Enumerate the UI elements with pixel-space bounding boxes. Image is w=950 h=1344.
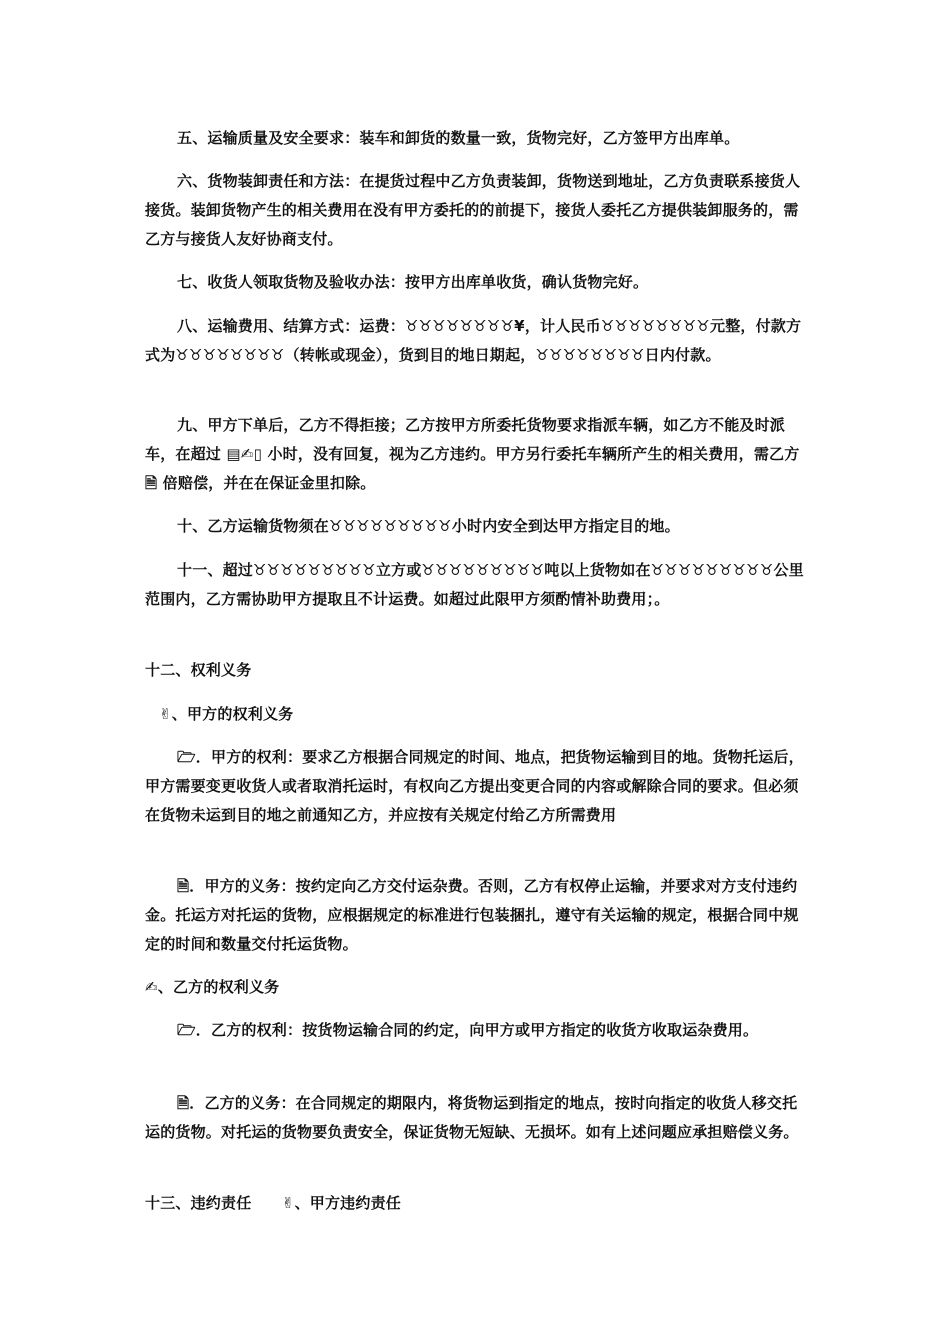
clause-9: 九、甲方下单后，乙方不得拒接；乙方按甲方所委托货物要求指派车辆，如乙方不能及时派车，在超过 ▤✍▯ 小时，没有回复，视为乙方违约。甲方另行委托车辆所产生的相关费用，需乙方 🗎 倍赔偿，并在在保证金里扣除。 bbox=[145, 416, 800, 492]
clause-12-heading: 十二、权利义务 bbox=[145, 661, 252, 679]
clause-5: 五、运输质量及安全要求：装车和卸货的数量一致，货物完好，乙方签甲方出库单。 bbox=[177, 129, 740, 147]
clause-11: 十一、超过♉♉♉♉♉♉♉♉♉立方或♉♉♉♉♉♉♉♉♉吨以上货物如在♉♉♉♉♉♉♉♉♉公里范围内，乙方需协助甲方提取且不计运费。如超过此限甲方须酌情补助费用；。 bbox=[145, 561, 804, 608]
party-b-rights: 🗁．乙方的权利：按货物运输合同的约定，向甲方或甲方指定的收货方收取运杂费用。 bbox=[177, 1021, 759, 1039]
clause-8: 八、运输费用、结算方式：运费：♉♉♉♉♉♉♉♉¥，计人民币♉♉♉♉♉♉♉♉元整，付款方式为♉♉♉♉♉♉♉♉（转帐或现金），货到目的地日期起，♉♉♉♉♉♉♉♉日内付款。 bbox=[145, 317, 802, 364]
party-b-obligations: 🗎．乙方的义务：在合同规定的期限内，将货物运到指定的地点，按时向指定的收货人移交托运的货物。对托运的货物要负责安全，保证货物无短缺、无损坏。如有上述问题应承担赔偿义务。 bbox=[145, 1094, 799, 1141]
party-a-obligations: 🗎．甲方的义务：按约定向乙方交付运杂费。否则，乙方有权停止运输，并要求对方支付违约金。托运方对托运的货物，应根据规定的标准进行包装捆扎，遵守有关运输的规定，根据合同中规定的时间和数量交付托运货物。 bbox=[145, 877, 799, 953]
party-a-rights: 🗁．甲方的权利：要求乙方根据合同规定的时间、地点，把货物运输到目的地。货物托运后，甲方需要变更收货人或者取消托运时，有权向乙方提出变更合同的内容或解除合同的要求。但必须在货物未运到目的地之前通知乙方，并应按有关规定付给乙方所需费用 bbox=[145, 748, 804, 824]
clause-10: 十、乙方运输货物须在♉♉♉♉♉♉♉♉♉小时内安全到达甲方指定目的地。 bbox=[177, 517, 680, 535]
party-a-rights-heading: ✌、甲方的权利义务 bbox=[159, 705, 294, 723]
party-b-rights-heading: ✍、乙方的权利义务 bbox=[145, 978, 280, 996]
clause-7: 七、收货人领取货物及验收办法：按甲方出库单收货，确认货物完好。 bbox=[177, 273, 649, 291]
clause-13-heading: 十三、违约责任 ✌、甲方违约责任 bbox=[145, 1194, 401, 1212]
clause-6: 六、货物装卸责任和方法：在提货过程中乙方负责装卸，货物送到地址，乙方负责联系接货人接货。装卸货物产生的相关费用在没有甲方委托的的前提下，接货人委托乙方提供装卸服务的，需乙方与接货人友好协商支付。 bbox=[145, 172, 801, 248]
